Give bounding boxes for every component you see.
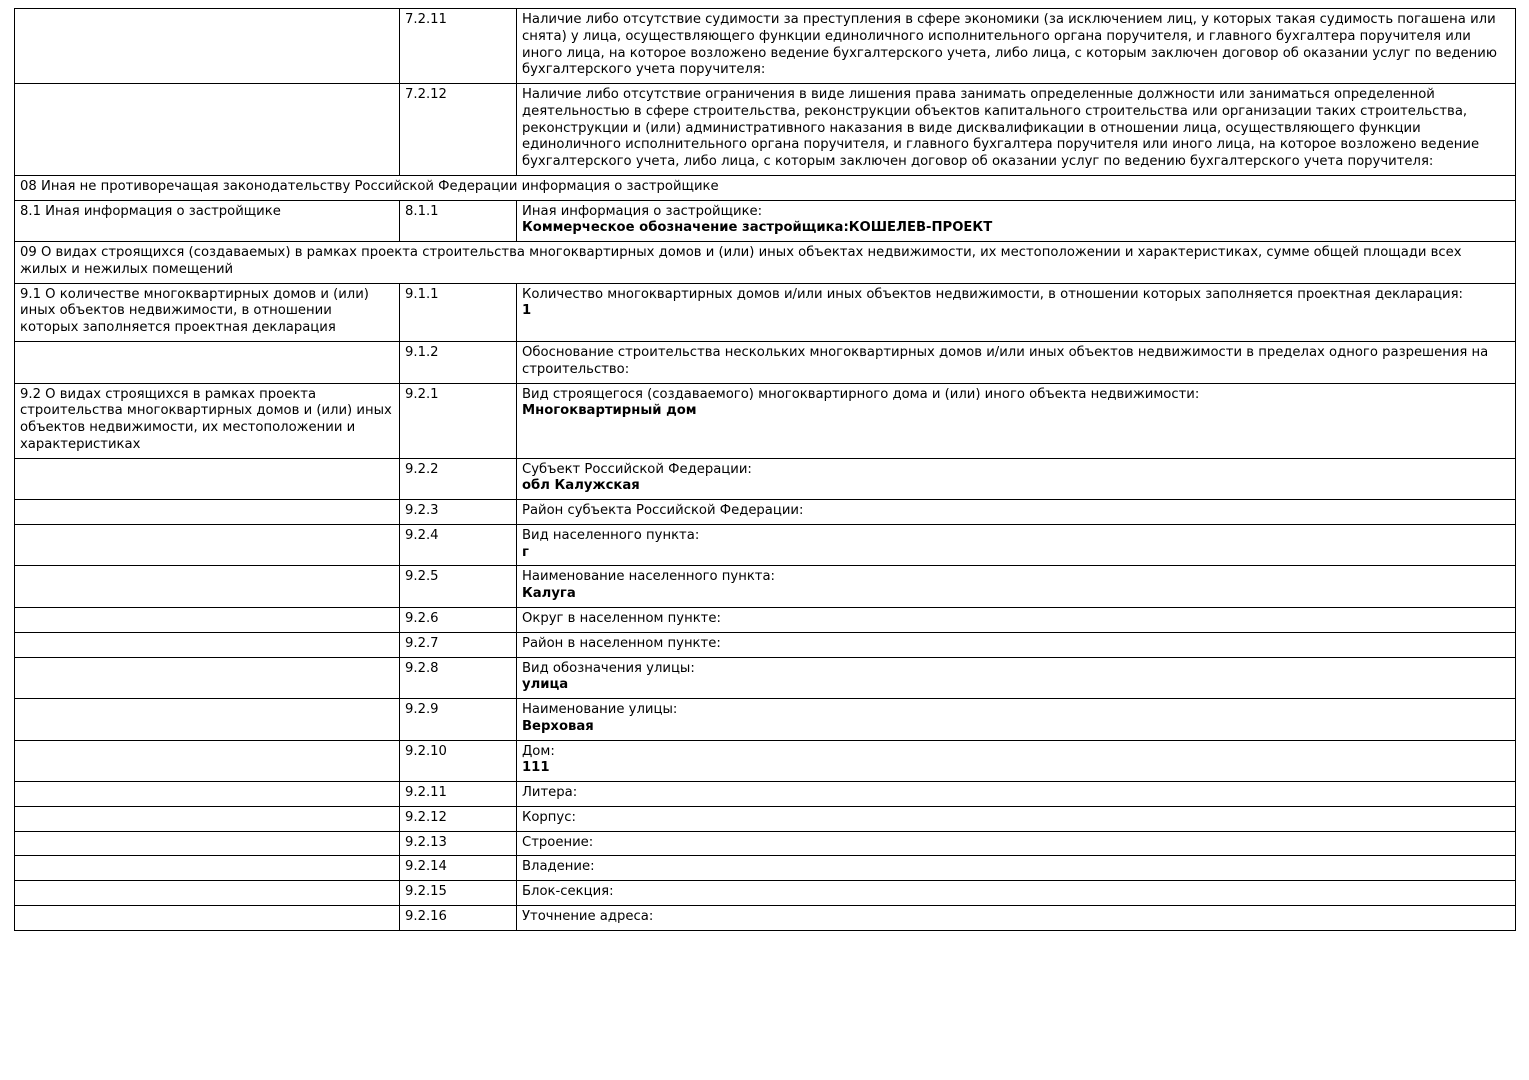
row-code-cell: 9.1.1: [400, 283, 517, 341]
row-value: обл Калужская: [522, 478, 640, 494]
row-value: 1: [522, 303, 532, 319]
row-value: Калуга: [522, 586, 576, 602]
row-value: Верховая: [522, 718, 594, 734]
row-code-cell: 9.2.16: [400, 905, 517, 930]
declaration-table-body: [15, 9, 1516, 931]
row-text: Литера:: [522, 785, 578, 801]
row-content-cell: [517, 383, 1516, 458]
row-text: Наименование населенного пункта:: [522, 569, 776, 585]
row-content-cell: [517, 566, 1516, 608]
row-label-cell: [15, 657, 400, 699]
table-row: [15, 806, 1516, 831]
row-label-cell: [15, 782, 400, 807]
table-row: [15, 342, 1516, 384]
table-row: [15, 9, 1516, 84]
row-content-cell: [517, 342, 1516, 384]
row-content-cell: [517, 9, 1516, 84]
row-code-cell: 9.2.8: [400, 657, 517, 699]
row-code-cell: 9.2.7: [400, 632, 517, 657]
row-content-cell: [517, 699, 1516, 741]
row-label-cell: [15, 881, 400, 906]
table-row: [15, 782, 1516, 807]
row-label-cell: [15, 905, 400, 930]
row-content-cell: [517, 458, 1516, 500]
table-row: [15, 831, 1516, 856]
row-text: Количество многоквартирных домов и/или иных объектов недвижимости, в отношении которых заполняется проектная декларация:: [522, 286, 1463, 302]
row-text: Обоснование строительства нескольких многоквартирных домов и/или иных объектов недвижимости в пределах одного разрешения на строительство:: [522, 345, 1489, 377]
table-row: [15, 500, 1516, 525]
row-label-cell: [15, 856, 400, 881]
row-label-cell: [15, 458, 400, 500]
row-code-cell: 9.2.4: [400, 524, 517, 566]
row-content-cell: [517, 881, 1516, 906]
row-value: Коммерческое обозначение застройщика:КОШЕЛЕВ-ПРОЕКТ: [522, 220, 993, 236]
row-label-cell: [15, 740, 400, 782]
row-text: Строение:: [522, 834, 594, 850]
row-label-cell: [15, 342, 400, 384]
row-label-cell: [15, 806, 400, 831]
row-label-cell: [15, 632, 400, 657]
table-row: [15, 566, 1516, 608]
row-text: Иная информация о застройщике:: [522, 203, 763, 219]
row-content-cell: [517, 200, 1516, 242]
section-header-row: [15, 175, 1516, 200]
row-label-cell: [15, 524, 400, 566]
table-row: [15, 699, 1516, 741]
row-label-cell: [15, 566, 400, 608]
row-content-cell: [517, 500, 1516, 525]
row-content-cell: [517, 806, 1516, 831]
row-text: Субъект Российской Федерации:: [522, 461, 752, 477]
row-label-cell: [15, 699, 400, 741]
table-row: [15, 657, 1516, 699]
row-label-cell: [15, 500, 400, 525]
section-header-row: [15, 242, 1516, 284]
row-label-cell: [15, 84, 400, 176]
row-text: Вид населенного пункта:: [522, 527, 700, 543]
row-text: Дом:: [522, 743, 555, 759]
table-row: [15, 458, 1516, 500]
row-content-cell: [517, 524, 1516, 566]
table-row: [15, 905, 1516, 930]
row-label-cell: [15, 831, 400, 856]
row-label-cell: [15, 9, 400, 84]
row-label-cell: 8.1 Иная информация о застройщике: [15, 200, 400, 242]
row-value: 111: [522, 760, 550, 776]
row-text: Владение:: [522, 859, 595, 875]
table-row: [15, 881, 1516, 906]
row-content-cell: [517, 657, 1516, 699]
row-text: Корпус:: [522, 809, 576, 825]
table-row: [15, 383, 1516, 458]
row-label-cell: 9.1 О количестве многоквартирных домов и (или) иных объектов недвижимости, в отношении которых заполняется проектная декларация: [15, 283, 400, 341]
row-code-cell: 9.2.13: [400, 831, 517, 856]
row-code-cell: 9.2.9: [400, 699, 517, 741]
row-label-cell: 9.2 О видах строящихся в рамках проекта строительства многоквартирных домов и (или) иных объектов недвижимости, их местоположении и характеристиках: [15, 383, 400, 458]
row-content-cell: [517, 632, 1516, 657]
section-header-cell: 09 О видах строящихся (создаваемых) в рамках проекта строительства многоквартирных домов и (или) иных объектах недвижимости, их местоположении и характеристиках, сумме общей площади всех жилых и нежилых помещений: [15, 242, 1516, 284]
row-code-cell: 7.2.12: [400, 84, 517, 176]
row-code-cell: 7.2.11: [400, 9, 517, 84]
row-content-cell: [517, 607, 1516, 632]
row-text: Наличие либо отсутствие судимости за преступления в сфере экономики (за исключением лиц, у которых такая судимость погашена или снята) у лица, осуществляющего функции единоличного исполнительного органа поручителя, и главного бухгалтера поручителя или иного лица, на которое возложено ведение бухгалтерского учета, либо лица, с которым заключен договор об оказании услуг по ведению бухгалтерского учета поручителя:: [522, 12, 1497, 78]
row-text: Район субъекта Российской Федерации:: [522, 503, 804, 519]
row-text: Блок-секция:: [522, 884, 614, 900]
table-row: [15, 632, 1516, 657]
row-label-cell: [15, 607, 400, 632]
row-content-cell: [517, 856, 1516, 881]
row-value: г: [522, 544, 529, 560]
row-text: Вид обозначения улицы:: [522, 660, 695, 676]
row-code-cell: 9.2.2: [400, 458, 517, 500]
row-code-cell: 9.2.15: [400, 881, 517, 906]
table-row: [15, 200, 1516, 242]
row-text: Уточнение адреса:: [522, 908, 654, 924]
row-text: Наличие либо отсутствие ограничения в виде лишения права занимать определенные должности или заниматься определенной деятельностью в сфере строительства, реконструкции объектов капитального строительства или организации таких строительства, реконструкции и (или) административного наказания в виде дисквалификации в отношении лица, осуществляющего функции единоличного исполнительного органа поручителя, и главного бухгалтера поручителя или иного лица, на которое возложено ведение бухгалтерского учета, либо лица, с которым заключен договор об оказании услуг по ведению бухгалтерского учета поручителя:: [522, 87, 1480, 170]
row-content-cell: [517, 283, 1516, 341]
row-content-cell: [517, 740, 1516, 782]
table-row: [15, 524, 1516, 566]
row-content-cell: [517, 831, 1516, 856]
row-content-cell: [517, 84, 1516, 176]
row-code-cell: 9.2.12: [400, 806, 517, 831]
section-header-cell: 08 Иная не противоречащая законодательству Российской Федерации информация о застройщике: [15, 175, 1516, 200]
row-code-cell: 9.2.11: [400, 782, 517, 807]
table-row: [15, 856, 1516, 881]
row-code-cell: 9.2.3: [400, 500, 517, 525]
row-code-cell: 9.2.5: [400, 566, 517, 608]
declaration-table: [14, 8, 1516, 931]
row-text: Вид строящегося (создаваемого) многоквартирного дома и (или) иного объекта недвижимости:: [522, 386, 1200, 402]
row-code-cell: 9.2.14: [400, 856, 517, 881]
table-row: [15, 84, 1516, 176]
row-content-cell: [517, 782, 1516, 807]
row-code-cell: 9.2.1: [400, 383, 517, 458]
row-code-cell: 9.2.10: [400, 740, 517, 782]
table-row: [15, 283, 1516, 341]
row-text: Наименование улицы:: [522, 702, 678, 718]
row-code-cell: 9.2.6: [400, 607, 517, 632]
table-row: [15, 740, 1516, 782]
row-text: Район в населенном пункте:: [522, 635, 721, 651]
row-value: Многоквартирный дом: [522, 403, 697, 419]
row-content-cell: [517, 905, 1516, 930]
table-row: [15, 607, 1516, 632]
row-code-cell: 8.1.1: [400, 200, 517, 242]
row-text: Округ в населенном пункте:: [522, 610, 721, 626]
row-value: улица: [522, 677, 569, 693]
row-code-cell: 9.1.2: [400, 342, 517, 384]
